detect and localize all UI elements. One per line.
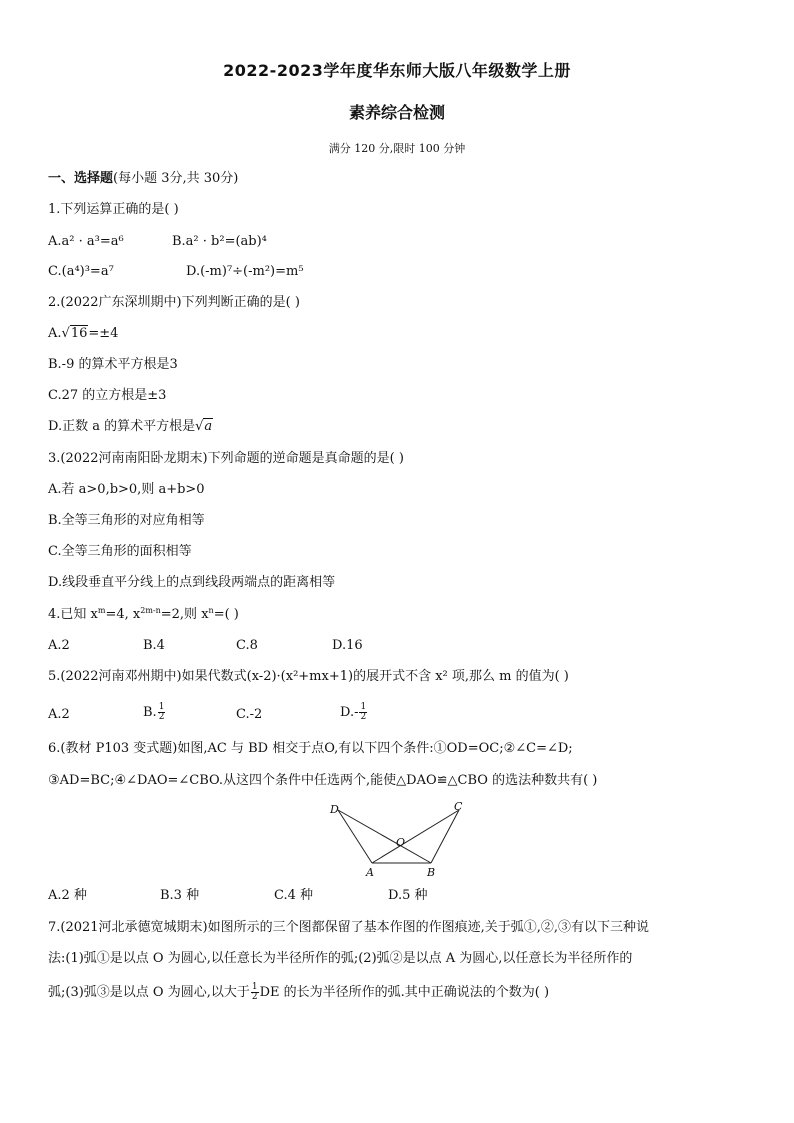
q7-line3-part: 弧;(3)弧③是以点 O 为圆心,以大于	[48, 985, 250, 1000]
fraction-denominator: 2	[360, 712, 367, 722]
q6-option-d: D.5 种	[388, 888, 428, 903]
label-point-a: A	[366, 866, 374, 879]
q2-a-suffix: =±4	[88, 326, 119, 341]
fraction	[359, 703, 367, 722]
segment-da	[338, 810, 372, 863]
label-point-c: C	[454, 800, 463, 813]
exam-meta: 满分 120 分,限时 100 分钟	[328, 142, 466, 155]
q1-option-b: B.a² · b²=(ab)⁴	[172, 234, 267, 249]
q7-stem-line3	[48, 983, 549, 1002]
page-title: 2022-2023学年度华东师大版八年级数学上册	[223, 61, 571, 80]
q2-d-prefix: D.正数 a 的算术平方根是	[48, 419, 196, 434]
q5-option-b	[143, 703, 166, 722]
q5-option-a: A.2	[48, 707, 70, 722]
q3-stem: 3.(2022河南南阳卧龙期末)下列命题的逆命题是真命题的是( )	[48, 451, 404, 466]
q1-option-c: C.(a⁴)³=a⁷	[48, 264, 114, 279]
q4-exponent: m	[97, 606, 106, 615]
q2-option-c: C.27 的立方根是±3	[48, 388, 167, 403]
q7-stem-line1: 7.(2021河北承德宽城期末)如图所示的三个图都保留了基本作图的作图痕迹,关于弧①,②,③有以下三种说	[48, 920, 650, 935]
fraction	[251, 983, 259, 1002]
q2-a-prefix: A.	[48, 326, 62, 341]
q5-option-c: C.-2	[236, 707, 263, 722]
q4-option-a: A.2	[48, 638, 70, 653]
q5-b-prefix: B.	[143, 705, 157, 720]
fraction-numerator: 1	[251, 982, 258, 992]
q2-stem: 2.(2022广东深圳期中)下列判断正确的是( )	[48, 295, 300, 310]
q6-option-a: A.2 种	[48, 888, 87, 903]
fraction	[158, 703, 166, 722]
q4-option-c: C.8	[236, 638, 258, 653]
q4-option-d: D.16	[332, 638, 363, 653]
sqrt-symbol: √a	[195, 419, 213, 434]
page-subtitle: 素养综合检测	[348, 103, 445, 122]
section-title: 一、选择题	[48, 171, 114, 186]
q4-exponent: 2m-n	[140, 606, 161, 615]
q3-option-a: A.若 a>0,b>0,则 a+b>0	[48, 482, 205, 497]
q5-option-d	[340, 703, 368, 722]
q1-option-d: D.(-m)⁷÷(-m²)=m⁵	[186, 264, 304, 279]
q6-stem-line1: 6.(教材 P103 变式题)如图,AC 与 BD 相交于点O,有以下四个条件:①OD=OC;②∠C=∠D;	[48, 741, 573, 756]
q6-option-b: B.3 种	[160, 888, 200, 903]
fraction-numerator: 1	[360, 702, 367, 712]
q4-stem-part: =( )	[213, 607, 239, 622]
label-point-o: O	[396, 836, 406, 849]
q6-stem-line2: ③AD=BC;④∠DAO=∠CBO.从这四个条件中任选两个,能使△DAO≌△CBO 的选法种数共有( )	[48, 773, 598, 788]
q2-option-b: B.-9 的算术平方根是3	[48, 357, 178, 372]
q2-d-radicand: a	[204, 419, 213, 434]
q5-stem: 5.(2022河南邓州期中)如果代数式(x-2)·(x²+mx+1)的展开式不含 x² 项,那么 m 的值为( )	[48, 669, 569, 684]
fraction-denominator: 2	[251, 992, 258, 1002]
q1-stem: 1.下列运算正确的是( )	[48, 202, 179, 217]
q2-a-radicand: 16	[70, 326, 88, 341]
label-point-b: B	[427, 866, 436, 879]
q3-option-d: D.线段垂直平分线上的点到线段两端点的距离相等	[48, 575, 336, 590]
q7-stem-line2: 法:(1)弧①是以点 O 为圆心,以任意长为半径所作的弧;(2)弧②是以点 A 为圆心,以任意长为半径所作的	[48, 951, 633, 966]
q4-exponent: n	[208, 606, 214, 615]
q4-stem-part: 4.已知 x	[48, 607, 98, 622]
section-note: (每小题 3分,共 30分)	[113, 171, 239, 186]
q4-stem	[48, 606, 239, 624]
q3-option-b: B.全等三角形的对应角相等	[48, 513, 205, 528]
q7-line3-part: DE 的长为半径所作的弧.其中正确说法的个数为( )	[259, 985, 550, 1000]
q2-option-a	[48, 325, 118, 343]
q6-geometry-figure	[326, 800, 476, 882]
fraction-numerator: 1	[158, 702, 165, 712]
q1-option-a: A.a² · a³=a⁶	[48, 234, 124, 249]
q4-stem-part: =2,则 x	[160, 607, 209, 622]
q4-stem-part: =4, x	[105, 607, 141, 622]
q3-option-c: C.全等三角形的面积相等	[48, 544, 192, 559]
label-point-d: D	[330, 803, 339, 816]
q2-option-d	[48, 418, 213, 436]
q5-d-prefix: D.-	[340, 705, 359, 720]
section-heading	[48, 170, 238, 188]
sqrt-symbol: √16	[61, 326, 88, 341]
fraction-denominator: 2	[158, 712, 165, 722]
q6-option-c: C.4 种	[274, 888, 314, 903]
q4-option-b: B.4	[143, 638, 165, 653]
